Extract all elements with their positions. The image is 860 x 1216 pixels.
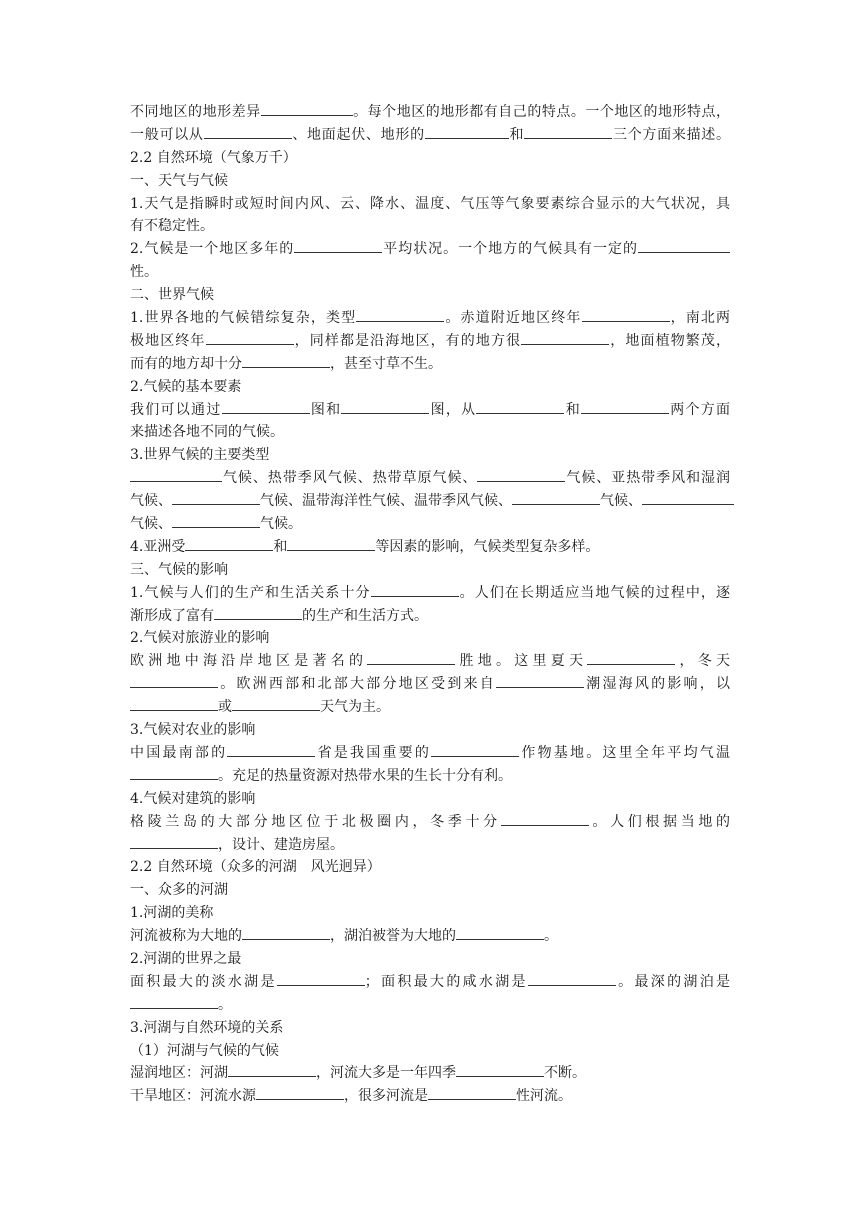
answer-blank[interactable] — [227, 744, 315, 757]
answer-blank[interactable] — [371, 584, 459, 597]
text-line: 气候、 气候。 — [130, 516, 302, 533]
answer-blank[interactable] — [242, 355, 330, 368]
answer-blank[interactable] — [130, 767, 218, 780]
answer-blank[interactable] — [228, 1064, 316, 1077]
text-line: 气候、 气候、温带海洋性气候、温带季风气候、 气候、 — [130, 490, 730, 513]
answer-blank[interactable] — [287, 538, 375, 551]
answer-blank[interactable] — [242, 927, 330, 940]
text-line: 4.亚洲受 和 等因素的影响，气候类型复杂多样。 — [130, 538, 600, 555]
answer-blank[interactable] — [222, 401, 310, 414]
answer-blank[interactable] — [425, 126, 509, 139]
answer-blank[interactable] — [130, 836, 218, 849]
subsection-heading: 三、气候的影响 — [130, 561, 228, 578]
subsection-heading: 一、天气与气候 — [130, 172, 228, 189]
answer-blank[interactable] — [581, 401, 669, 414]
answer-blank[interactable] — [367, 652, 455, 665]
answer-blank[interactable] — [130, 469, 222, 482]
text-line: 。欧洲西部和北部大部分地区受到来自 潮湿海风的影响，以 — [130, 673, 730, 696]
text-line: 性。 — [130, 264, 158, 281]
answer-blank[interactable] — [496, 675, 584, 688]
answer-blank[interactable] — [261, 103, 353, 116]
item-heading: 3.河湖与自然环境的关系 — [130, 1019, 284, 1036]
item-heading: 3.世界气候的主要类型 — [130, 447, 270, 464]
item-heading: 3.气候对农业的影响 — [130, 722, 256, 739]
item-heading: 2.河湖的世界之最 — [130, 950, 242, 967]
answer-blank[interactable] — [587, 652, 675, 665]
item-heading: 1.河湖的美称 — [130, 905, 214, 922]
text-line: 1.天气是指瞬时或短时间内风、云、降水、温度、气压等气象要素综合显示的大气状况，具 — [130, 195, 730, 212]
answer-blank[interactable] — [341, 401, 429, 414]
answer-blank[interactable] — [214, 607, 302, 620]
answer-blank[interactable] — [204, 126, 292, 139]
text-line: 渐形成了富有 的生产和生活方式。 — [130, 607, 428, 624]
subsection-heading: 二、世界气候 — [130, 287, 214, 304]
answer-blank[interactable] — [294, 240, 382, 253]
answer-blank[interactable] — [206, 332, 294, 345]
text-line: 我们可以通过 图和 图，从 和 两个方面 — [130, 401, 731, 418]
text-line: 中国最南部的 省是我国重要的 作物基地。这里全年平均气温 — [130, 744, 731, 761]
text-line: 面积最大的淡水湖是 ；面积最大的咸水湖是 。最深的湖泊是 — [130, 973, 731, 990]
answer-blank[interactable] — [130, 698, 218, 711]
text-line: 。 — [130, 994, 730, 1017]
text-line: 河流被称为大地的 ，湖泊被誉为大地的 。 — [130, 928, 558, 945]
item-heading: 4.气候对建筑的影响 — [130, 790, 256, 807]
text-line: 干旱地区：河流水源 ，很多河流是 性河流。 — [130, 1088, 572, 1105]
answer-blank[interactable] — [456, 927, 544, 940]
answer-blank[interactable] — [130, 675, 218, 688]
item-heading: 2.气候的基本要素 — [130, 378, 242, 395]
answer-blank[interactable] — [428, 1087, 516, 1100]
text-line: 有不稳定性。 — [130, 218, 214, 235]
answer-blank[interactable] — [130, 996, 218, 1009]
text-line: 或 天气为主。 — [130, 696, 730, 719]
item-heading: 2.气候对旅游业的影响 — [130, 630, 270, 647]
answer-blank[interactable] — [477, 469, 565, 482]
answer-blank[interactable] — [528, 973, 616, 986]
text-line: 气候、热带季风气候、热带草原气候、 气候、亚热带季风和湿润 — [130, 467, 730, 490]
answer-blank[interactable] — [172, 515, 260, 528]
text-line: 来描述各地不同的气候。 — [130, 424, 284, 441]
answer-blank[interactable] — [185, 538, 273, 551]
text-line: ，设计、建造房屋。 — [130, 834, 730, 857]
answer-blank[interactable] — [582, 309, 670, 322]
answer-blank[interactable] — [356, 309, 444, 322]
text-line: 2.气候是一个地区多年的 平均状况。一个地方的气候具有一定的 — [130, 238, 730, 261]
answer-blank[interactable] — [277, 973, 365, 986]
text-line: 。充足的热量资源对热带水果的生长十分有利。 — [130, 765, 730, 788]
answer-blank[interactable] — [512, 492, 600, 505]
answer-blank[interactable] — [256, 1087, 344, 1100]
answer-blank[interactable] — [232, 698, 320, 711]
answer-blank[interactable] — [456, 1064, 544, 1077]
answer-blank[interactable] — [431, 744, 519, 757]
answer-blank[interactable] — [476, 401, 564, 414]
text-line: 1.世界各地的气候错综复杂，类型 。赤道附近地区终年 ，南北两 — [130, 310, 731, 327]
section-heading: 2.2 自然环境（众多的河湖 风光迥异） — [130, 859, 381, 876]
text-line: 1.气候与人们的生产和生活关系十分 。人们在长期适应当地气候的过程中，逐 — [130, 584, 731, 601]
text-line: 欧洲地中海沿岸地区是著名的 胜地。这里夏天 ，冬天 — [130, 653, 730, 670]
text-line: 格陵兰岛的大部分地区位于北极圈内，冬季十分 。人们根据当地的 — [130, 813, 731, 830]
answer-blank[interactable] — [521, 332, 609, 345]
text-line: 极地区终年 ，同样都是沿海地区，有的地方很 ，地面植物繁茂， — [130, 332, 731, 349]
text-line: 而有的地方却十分 ，甚至寸草不生。 — [130, 355, 442, 372]
text-line: 一般可以从 、地面起伏、地形的 和 三个方面来描述。 — [130, 126, 731, 143]
answer-blank[interactable] — [172, 492, 260, 505]
text-line: 不同地区的地形差异 。每个地区的地形都有自己的特点。一个地区的地形特点， — [130, 104, 731, 120]
subsection-heading: 一、众多的河湖 — [130, 882, 228, 899]
answer-blank[interactable] — [524, 126, 612, 139]
document-page — [130, 101, 730, 1108]
text-line: 湿润地区：河湖 ，河流大多是一年四季 不断。 — [130, 1065, 586, 1082]
section-heading: 2.2 自然环境（气象万千） — [130, 149, 297, 166]
item-heading: （1）河湖与气候的气候 — [130, 1042, 279, 1059]
answer-blank[interactable] — [638, 240, 730, 253]
answer-blank[interactable] — [642, 492, 734, 505]
answer-blank[interactable] — [501, 813, 589, 826]
